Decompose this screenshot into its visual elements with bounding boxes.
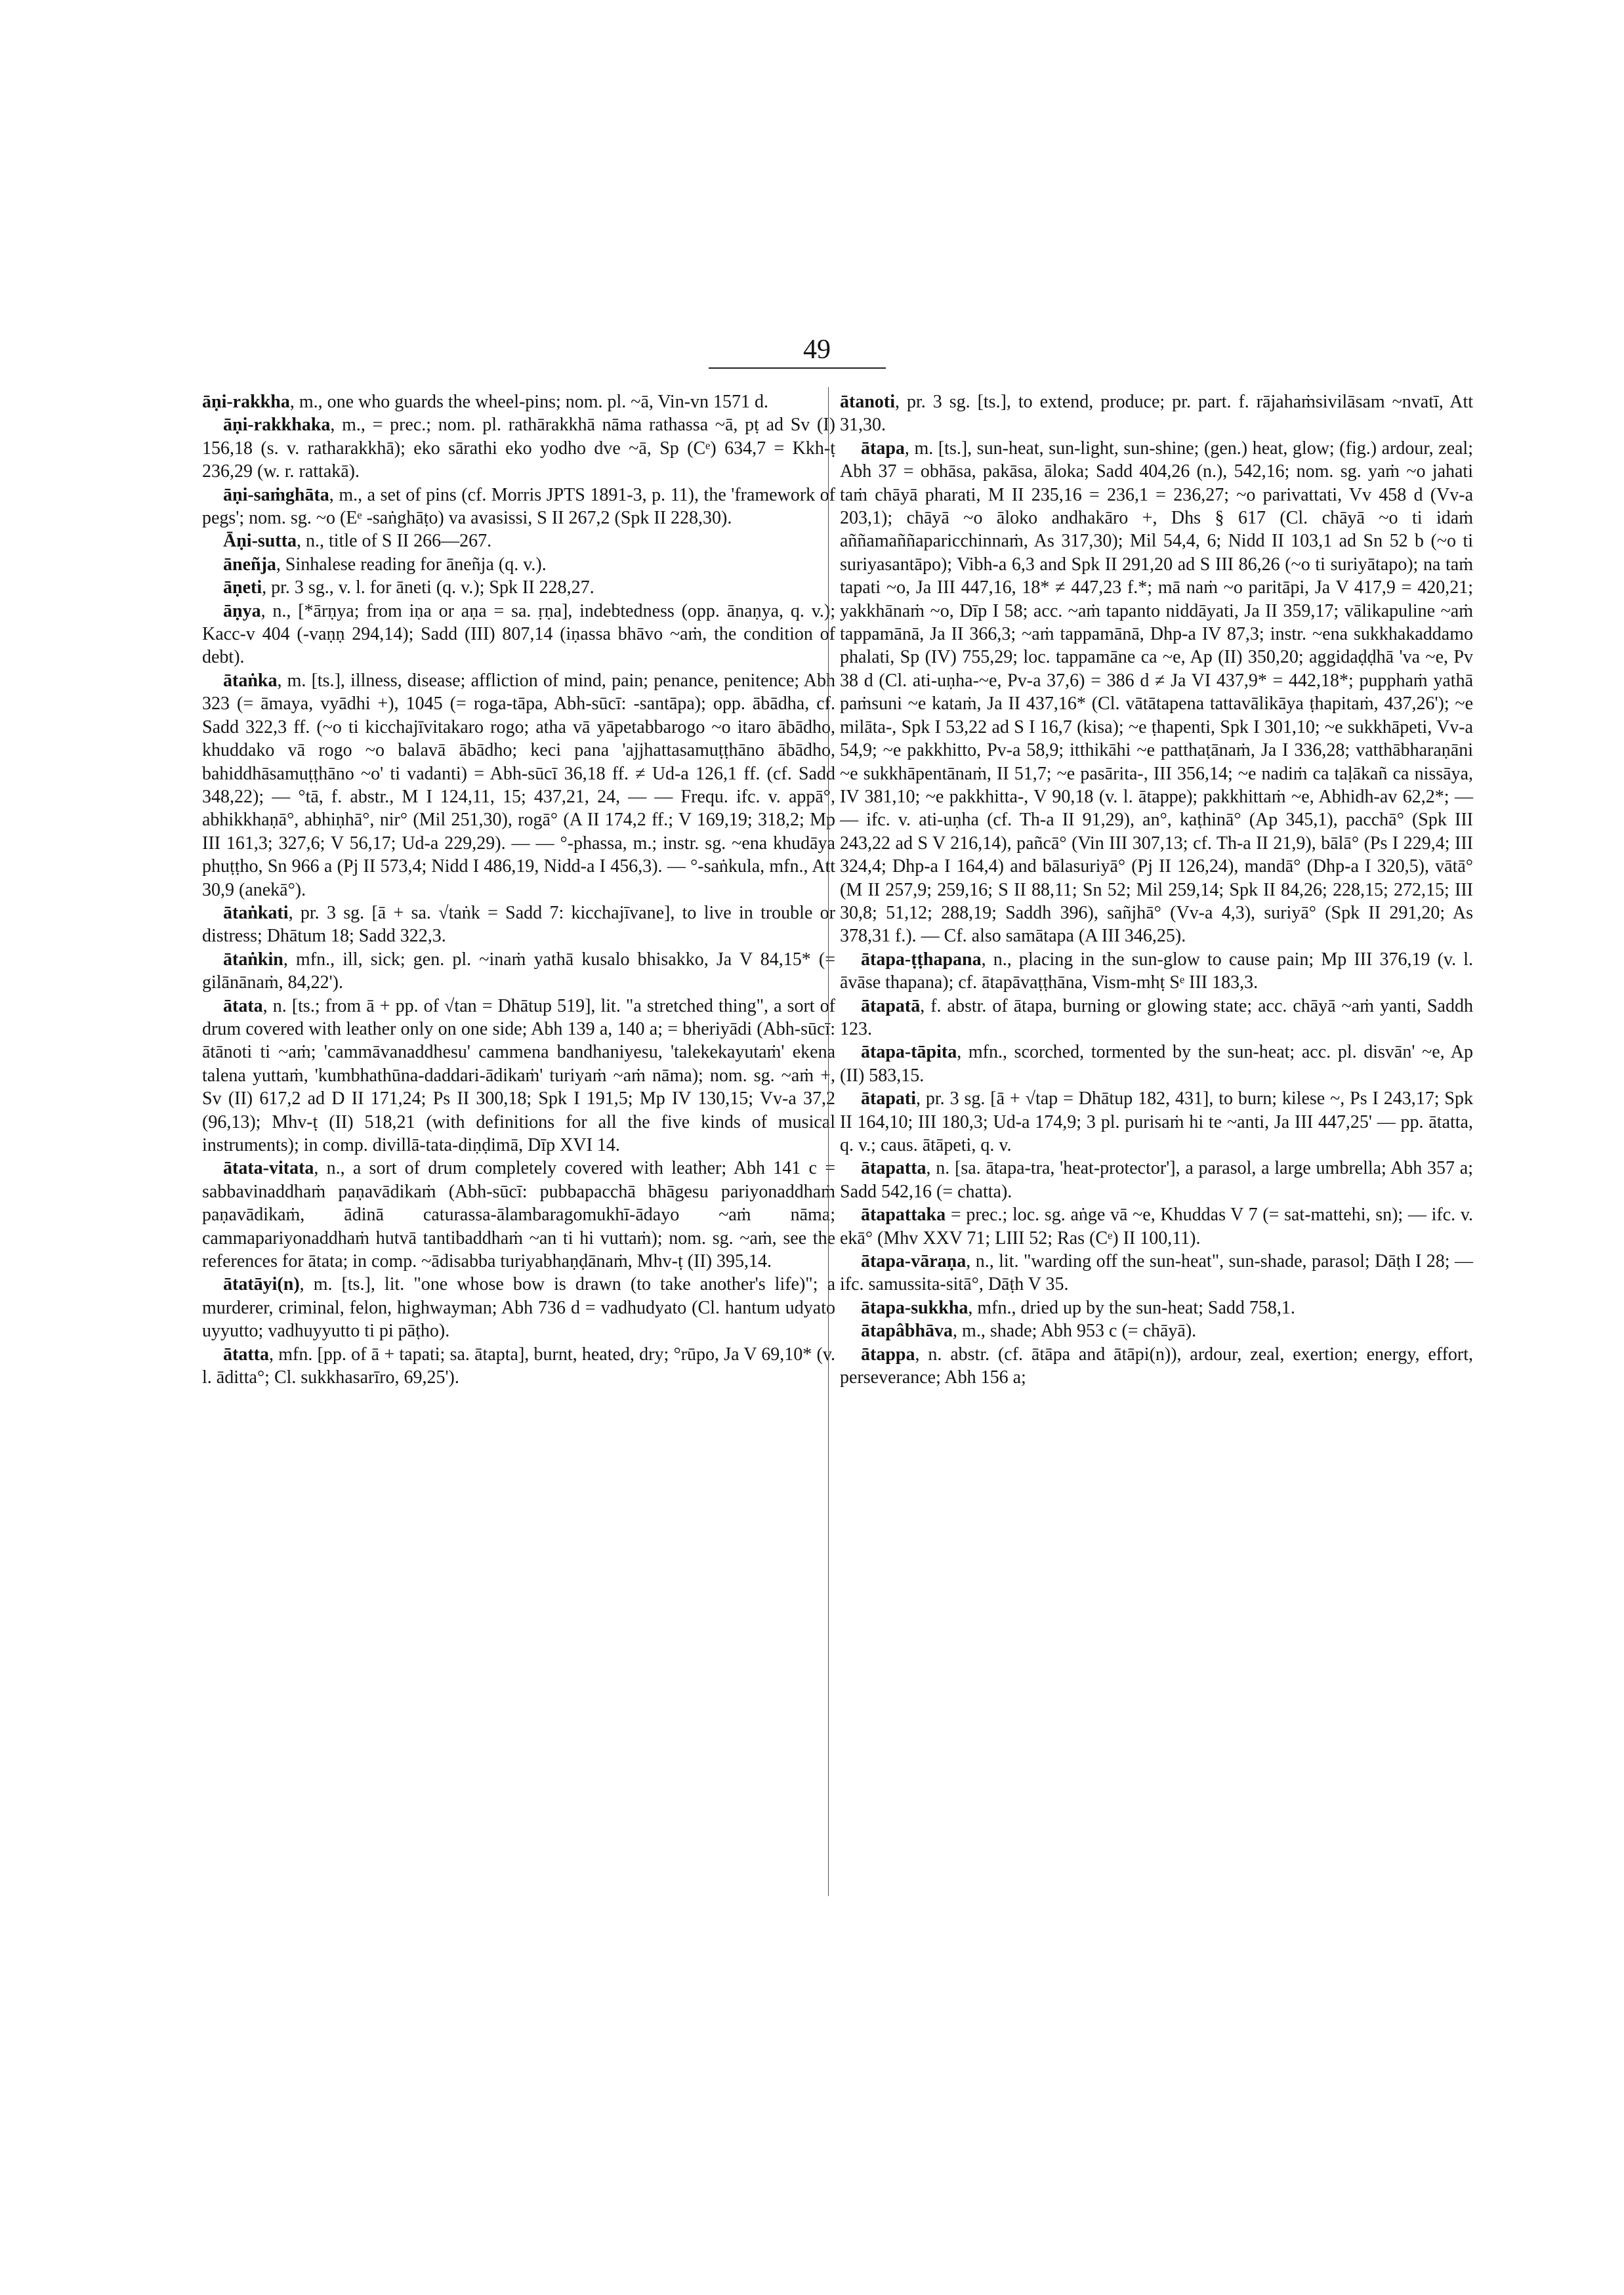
- dictionary-entry: [840, 995, 1473, 1041]
- headword: ātaṅka: [223, 670, 278, 691]
- dictionary-entry: [202, 529, 835, 552]
- headword: ātapa-vāraṇa: [861, 1251, 967, 1272]
- headword: ātanoti: [840, 392, 895, 412]
- headword: āṇi-saṁghāta: [223, 484, 329, 505]
- entry-body: , pr. 3 sg. [ā + √tap = Dhātup 182, 431], to burn; kilese ~, Ps I 243,17; Spk II 164,10; III 180,3; Ud-a 174,9; 3 pl. purisaṁ hi te ~anti, Ja III 447,25' — pp. ātatta, q. v.; caus. ātāpeti, q. v.: [840, 1088, 1473, 1155]
- entry-body: = prec.; loc. sg. aṅge vā ~e, Khuddas V 7 (= sat-mattehi, sn); — ifc. v. ekā° (Mhv XXV 71; LIII 52; Ras (Cᵉ) II 100,11).: [840, 1205, 1473, 1249]
- entry-body: , pr. 3 sg., v. l. for āneti (q. v.); Spk II 228,27.: [262, 577, 594, 598]
- dictionary-entry: [840, 1296, 1473, 1319]
- headword: ātapa: [861, 438, 905, 459]
- headword: ātatta: [223, 1344, 269, 1365]
- entry-body: , mfn., scorched, tormented by the sun-heat; acc. pl. disvān' ~e, Ap (II) 583,15.: [840, 1042, 1473, 1086]
- entry-body: , n. [ts.; from ā + pp. of √tan = Dhātup 519], lit. "a stretched thing", a sort of drum covered with leather only on one side; Abh 139 a, 140 a; = bheriyādi (Abh-sūcī: ātānoti ti ~aṁ; 'cammāvanaddhesu' cammena bandhaniyesu, 'talekekayutaṁ' ekena talena yuttaṁ, 'kumbhathūna-daddari-ādikaṁ' turiyaṁ ~aṁ nāma); nom. sg. ~aṁ +, Sv (II) 617,2 ad D II 171,24; Ps II 300,18; Spk I 191,5; Mp IV 130,15; Vv-a 37,2 (96,13); Mhv-ṭ (II) 518,21 (with definitions for all the five kinds of musical instruments); in comp. divillā-tata-diṇḍimā, Dīp XVI 14.: [202, 995, 835, 1155]
- entry-body: , n., [*ārṇya; from iṇa or aṇa = sa. ṛṇa], indebtedness (opp. ānaṇya, q. v.); Kacc-v 404 (-vaṇṇ 294,14); Sadd (III) 807,14 (iṇassa bhāvo ~aṁ, the condition of debt).: [202, 600, 835, 668]
- entry-body: , n. [sa. ātapa-tra, 'heat-protector'], a parasol, a large umbrella; Abh 357 a; Sadd 542,16 (= chatta).: [840, 1158, 1473, 1202]
- entry-body: , Sinhalese reading for āneñja (q. v.).: [276, 554, 547, 575]
- headword: ātappa: [861, 1344, 915, 1365]
- headword: Āṇi-sutta: [223, 531, 297, 552]
- dictionary-entry: [840, 1343, 1473, 1390]
- header-rule: [709, 367, 886, 369]
- dictionary-entry: [202, 413, 835, 483]
- dictionary-entry: [840, 1203, 1473, 1250]
- left-column: [202, 390, 835, 1389]
- headword: āṇya: [223, 600, 261, 621]
- headword: ātapa-sukkha: [861, 1297, 968, 1318]
- entry-body: , m. [ts.], sun-heat, sun-light, sun-shine; (gen.) heat, glow; (fig.) ardour, zeal; Abh 37 = obhāsa, pakāsa, āloka; Sadd 404,26 (n.), 542,16; nom. sg. yaṁ ~o jahati taṁ chāyā pharati, M II 235,16 = 236,1 = 236,27; ~o parivattati, Vv 458 d (Vv-a 203,1); chāyā ~o āloko andhakāro +, Dhs § 617 (Cl. chāyā ~o ti idaṁ aññamaññaparicchinnaṁ, As 317,30); Mil 54,4, 6; Nidd II 103,1 ad Sn 52 b (~o ti suriyasantāpo); Vibh-a 6,3 and Spk II 291,20 ad S III 86,26 (~o ti suriyātapo); na taṁ tapati ~o, Ja III 447,16, 18* ≠ 447,23 f.*; mā naṁ ~o paritāpi, Ja V 417,9 = 420,21; yakkhānaṁ ~o, Dīp I 58; acc. ~aṁ tapanto niddāyati, Ja II 359,17; vālikapuline ~aṁ tappamānā, Ja II 366,3; ~aṁ tappamānā, Dhp-a IV 87,3; instr. ~ena sukkhakaddamo phalati, Sp (IV) 755,29; loc. tappamāne ca ~e, Ap (II) 350,20; aggidaḍḍhā 'va ~e, Pv 38 d (Cl. ati-uṇha-~e, Pv-a 37,6) = 386 d ≠ Ja VI 437,9* = 442,18*; pupphaṁ yathā paṁsuni ~e kataṁ, Ja II 437,16* (Cl. vātātapena tattavālikāya ṭhapitaṁ, 437,26'); ~e milāta-, Spk I 53,22 ad S I 16,7 (kisa); ~e ṭhapenti, Spk I 301,10; ~e sukkhāpeti, Vv-a 54,9; ~e pakkhitto, Pv-a 58,9; itthikāhi ~e patthaṭānaṁ, Ja I 336,28; vatthābharaṇāni ~e sukkhāpentānaṁ, II 51,7; ~e pasārita-, III 356,14; ~e nadiṁ ca taḷākañ ca nissāya, IV 381,10; ~e pakkhitta-, V 90,18 (v. l. ātappe); pakkhittaṁ ~e, Abhidh-av 62,2*; — — ifc. v. ati-uṇha (cf. Th-a II 91,29), an°, kaṭhinā° (Ap 345,1), pacchā° (Spk III 243,22 ad S V 216,14), pañcā° (Vin III 307,13; cf. Th-a II 21,9), bālā° (Ps I 229,4; III 324,4; Dhp-a I 164,4) and bālasuriyā° (Pj II 126,24), mandā° (Dhp-a I 320,5), vātā° (M II 257,9; 259,16; S II 88,11; Sn 52; Mil 259,14; Spk II 84,26; 228,15; 272,15; III 30,8; 51,12; 288,19; Saddh 396), sañjhā° (Vv-a 4,3), suriyā° (Spk II 291,20; As 378,31 f.). — Cf. also samātapa (A III 346,25).: [840, 438, 1473, 947]
- dictionary-entry: [840, 1041, 1473, 1087]
- dictionary-entry: [840, 390, 1473, 437]
- headword: ātapâbhāva: [861, 1321, 953, 1342]
- dictionary-entry: [840, 437, 1473, 948]
- entry-body: , m. [ts.], lit. "one whose bow is drawn (to take another's life)"; a murderer, criminal, felon, highwayman; Abh 736 d = vadhudyato (Cl. hantum udyato uyyutto; vadhuyyutto ti pi pāṭho).: [202, 1274, 835, 1342]
- entry-body: , n., title of S II 266—267.: [297, 531, 492, 552]
- entry-body: , m., one who guards the wheel-pins; nom. pl. ~ā, Vin-vn 1571 d.: [289, 392, 769, 412]
- entry-body: , m., = prec.; nom. pl. rathārakkhā nāma rathassa ~ā, pṭ ad Sv (I) 156,18 (s. v. ratharakkhā); eko sārathi eko yodho dve ~ā, Sp (Cᵉ) 634,7 = Kkh-ṭ 236,29 (w. r. rattakā).: [202, 415, 835, 482]
- dictionary-entry: [840, 1250, 1473, 1296]
- column-divider: [828, 387, 829, 1896]
- entry-body: , n., lit. "warding off the sun-heat", sun-shade, parasol; Dāṭh I 28; — ifc. samussita-sitā°, Dāṭh V 35.: [840, 1251, 1473, 1295]
- headword: ātapa-ṭṭhapana: [861, 949, 982, 970]
- dictionary-entry: [202, 576, 835, 599]
- page-number: 49: [803, 335, 831, 365]
- headword: ātata: [223, 995, 263, 1016]
- dictionary-entry: [202, 995, 835, 1157]
- entry-body: , mfn., ill, sick; gen. pl. ~inaṁ yathā kusalo bhisakko, Ja V 84,15* (= gilānānaṁ, 84,22').: [202, 949, 835, 993]
- headword: ātaṅkati: [223, 902, 289, 923]
- entry-body: , pr. 3 sg. [ā + sa. √taṅk = Sadd 7: kicchajīvane], to live in trouble or distress; Dhātum 18; Sadd 322,3.: [202, 902, 835, 947]
- headword: ātapatā: [861, 995, 921, 1016]
- entry-body: , mfn. [pp. of ā + tapati; sa. ātapta], burnt, heated, dry; °rūpo, Ja V 69,10* (v. l. āditta°; Cl. sukkhasarīro, 69,25').: [202, 1344, 835, 1388]
- headword: ātapattaka: [861, 1205, 951, 1226]
- headword: ātapa-tāpita: [861, 1042, 957, 1063]
- headword: āṇi-rakkha: [202, 392, 290, 412]
- entry-body: , m., shade; Abh 953 c (= chāyā).: [953, 1321, 1197, 1342]
- dictionary-entry: [202, 669, 835, 901]
- dictionary-entry: [202, 553, 835, 576]
- dictionary-entry: [202, 1343, 835, 1390]
- dictionary-entry: [202, 1157, 835, 1273]
- headword: āṇi-rakkhaka: [223, 415, 331, 436]
- dictionary-entry: [202, 600, 835, 669]
- dictionary-entry: [202, 390, 835, 413]
- dictionary-entry: [202, 948, 835, 995]
- entry-body: , mfn., dried up by the sun-heat; Sadd 758,1.: [968, 1297, 1295, 1318]
- entry-body: , m. [ts.], illness, disease; affliction of mind, pain; penance, penitence; Abh 323 (= āmaya, vyādhi +), 1045 (= roga-tāpa, Abh-sūcī: -santāpa); opp. ābādha, cf. Sadd 322,3 ff. (~o ti kicchajīvitakaro rogo; atha vā yāpetabbarogo ~o itaro ābādho, khuddako vā rogo ~o balavā ābādho; keci pana 'ajjhattasamuṭṭhāno ābādho, bahiddhāsamuṭṭhāno ~o' ti vadanti) = Abh-sūcī 36,18 ff. ≠ Ud-a 126,1 ff. (cf. Sadd 348,22); — °tā, f. abstr., M I 124,11, 15; 437,21, 24, — — Frequ. ifc. v. appā°, abhikkhaṇā°, abhiṇhā°, nir° (Mil 251,30), rogā° (A II 174,2 ff.; V 169,19; 318,2; Mp III 161,3; 327,6; V 56,17; Ud-a 229,29). — — °-phassa, m.; instr. sg. ~ena khudāya phuṭṭho, Sn 966 a (Pj II 573,4; Nidd I 486,19, Nidd-a I 456,3). — °-saṅkula, mfn., Att 30,9 (anekā°).: [202, 670, 835, 900]
- headword: ātapati: [861, 1088, 916, 1109]
- dictionary-entry: [202, 484, 835, 530]
- entry-body: , n., a sort of drum completely covered with leather; Abh 141 c = sabbavinaddhaṁ paṇavādikaṁ (Abh-sūcī: pubbapacchā bhāgesu pariyonaddhaṁ paṇavādikaṁ, ādinā caturassa-ālambaragomukhī-ādayo ~aṁ nāma; cammapariyonaddhaṁ hutvā tantibaddhaṁ ~an ti hi vuttaṁ); nom. sg. ~aṁ, see the references for ātata; in comp. ~ādisabba turiyabhaṇḍānaṁ, Mhv-ṭ (II) 395,14.: [202, 1158, 835, 1272]
- dictionary-entry: [840, 948, 1473, 995]
- entry-body: , m., a set of pins (cf. Morris JPTS 1891-3, p. 11), the 'framework of pegs'; nom. sg. ~o (Eᵉ -saṅghāṭo) va avasissi, S II 267,2 (Spk II 228,30).: [202, 484, 835, 529]
- dictionary-entry: [202, 901, 835, 948]
- entry-body: , f. abstr. of ātapa, burning or glowing state; acc. chāyā ~aṁ yanti, Saddh 123.: [840, 995, 1473, 1039]
- entry-body: , n., placing in the sun-glow to cause pain; Mp III 376,19 (v. l. āvāse thapana); cf. ātapāvaṭṭhāna, Vism-mhṭ Sᵉ III 183,3.: [840, 949, 1473, 993]
- dictionary-entry: [840, 1157, 1473, 1203]
- dictionary-entry: [840, 1087, 1473, 1157]
- headword: ātapatta: [861, 1158, 927, 1179]
- headword: ātata-vitata: [223, 1158, 314, 1179]
- right-column: [840, 390, 1473, 1389]
- dictionary-entry: [202, 1273, 835, 1342]
- dictionary-entry: [840, 1319, 1473, 1342]
- headword: ātaṅkin: [223, 949, 283, 970]
- entry-body: , pr. 3 sg. [ts.], to extend, produce; pr. part. f. rājahaṁsivilāsam ~nvatī, Att 31,30.: [840, 392, 1473, 436]
- headword: āneñja: [223, 554, 276, 575]
- headword: ātatāyi(n): [223, 1274, 300, 1295]
- headword: āṇeti: [223, 577, 262, 598]
- entry-body: , n. abstr. (cf. ātāpa and ātāpi(n)), ardour, zeal, exertion; energy, effort, perseverance; Abh 156 a;: [840, 1344, 1473, 1388]
